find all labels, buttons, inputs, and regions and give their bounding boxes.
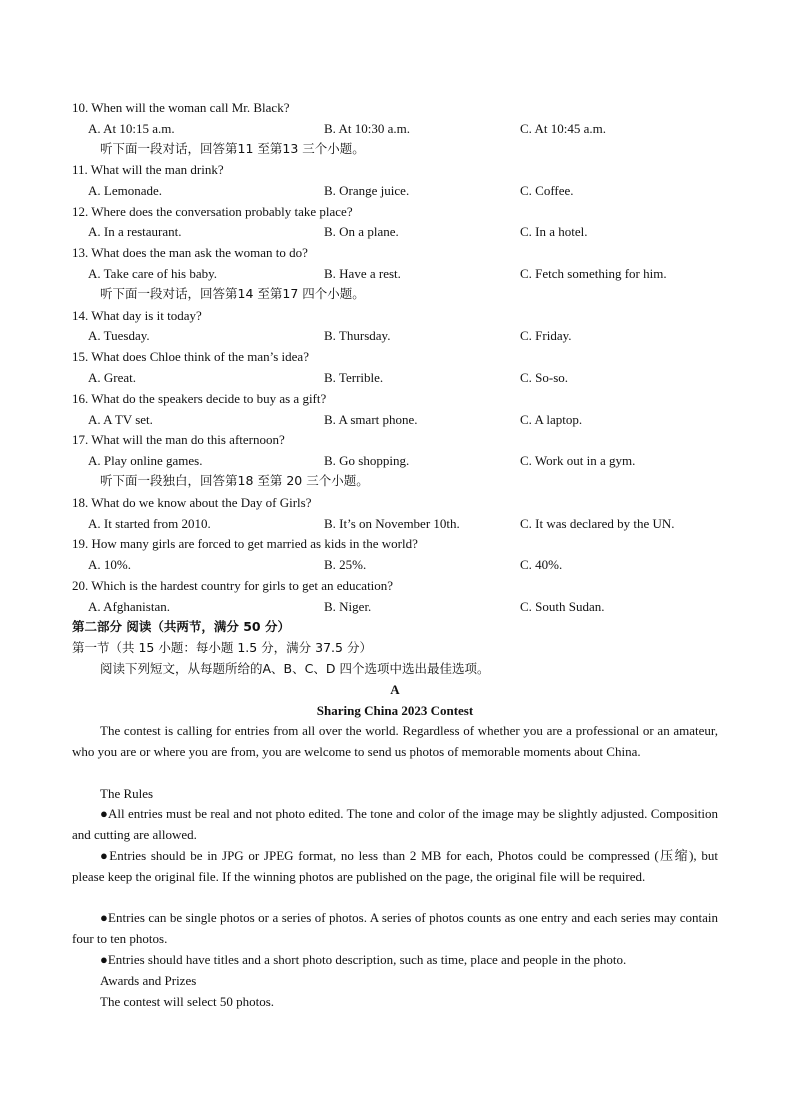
option-a: A. Afghanistan. xyxy=(88,599,170,614)
question-11: 11. What will the man drink? xyxy=(72,162,224,177)
option-b: B. Have a rest. xyxy=(324,266,401,281)
intro-paragraph: The contest is calling for entries from all over the world. Regardless of whether you are a professional or an amateur, who you are or where you are from, you are welcome to send us photos of memorable moments about China. xyxy=(72,723,718,759)
option-c: C. Fetch something for him. xyxy=(520,266,667,281)
option-a: A. In a restaurant. xyxy=(88,224,182,239)
rule-4: ●Entries should have titles and a short photo description, such as time, place and people in the photo. xyxy=(100,952,627,967)
option-a: A. Lemonade. xyxy=(88,183,163,198)
rules-heading: The Rules xyxy=(100,786,154,801)
option-a: A. 10%. xyxy=(88,557,131,572)
passage-title: Sharing China 2023 Contest xyxy=(316,703,474,718)
rule-3: ●Entries can be single photos or a series of photos. A series of photos counts as one entry and each series may contain four to ten photos. xyxy=(72,910,718,946)
passage-letter: A xyxy=(390,682,400,697)
option-c: C. 40%. xyxy=(520,557,563,572)
option-c: C. A laptop. xyxy=(520,412,583,427)
option-a: A. Tuesday. xyxy=(88,328,150,343)
option-b: B. On a plane. xyxy=(324,224,399,239)
option-a: A. Play online games. xyxy=(88,453,203,468)
section-instruction: 阅读下列短文，从每题所给的A、B、C、D 四个选项中选出最佳选项。 xyxy=(100,661,490,676)
option-c: C. In a hotel. xyxy=(520,224,588,239)
part-title: 第二部分 阅读（共两节，满分 50 分） xyxy=(72,619,290,634)
question-17: 17. What will the man do this afternoon? xyxy=(72,432,285,447)
rule-1: ●All entries must be real and not photo edited. The tone and color of the image may be slightly adjusted. Composition and cutting are allowed. xyxy=(72,806,718,842)
question-14: 14. What day is it today? xyxy=(72,308,202,323)
question-19: 19. How many girls are forced to get married as kids in the world? xyxy=(72,536,418,551)
option-c: C. Friday. xyxy=(520,328,572,343)
question-15: 15. What does Chloe think of the man’s idea? xyxy=(72,349,309,364)
option-c: C. So-so. xyxy=(520,370,569,385)
awards-heading: Awards and Prizes xyxy=(100,973,197,988)
option-c: C. Work out in a gym. xyxy=(520,453,636,468)
question-20: 20. Which is the hardest country for girls to get an education? xyxy=(72,578,394,593)
option-c: C. South Sudan. xyxy=(520,599,605,614)
question-10: 10. When will the woman call Mr. Black? xyxy=(72,100,290,115)
listening-instruction: 听下面一段对话，回答第11 至第13 三个小题。 xyxy=(100,141,365,156)
option-b: B. A smart phone. xyxy=(324,412,418,427)
question-18: 18. What do we know about the Day of Girls? xyxy=(72,495,312,510)
question-12: 12. Where does the conversation probably take place? xyxy=(72,204,353,219)
option-c: C. At 10:45 a.m. xyxy=(520,121,606,136)
section-title: 第一节（共 15 小题：每小题 1.5 分，满分 37.5 分） xyxy=(72,640,372,655)
option-a: A. A TV set. xyxy=(88,412,153,427)
option-b: B. 25%. xyxy=(324,557,367,572)
option-a: A. Great. xyxy=(88,370,137,385)
rule-2: ●Entries should be in JPG or JPEG format, no less than 2 MB for each, Photos could be compressed (压缩), but please keep the original file. If the winning photos are published on the page, the original file will be required. xyxy=(72,848,718,884)
option-c: C. Coffee. xyxy=(520,183,574,198)
question-16: 16. What do the speakers decide to buy as a gift? xyxy=(72,391,327,406)
option-b: B. At 10:30 a.m. xyxy=(324,121,410,136)
option-b: B. Terrible. xyxy=(324,370,384,385)
listening-instruction: 听下面一段独白，回答第18 至第 20 三个小题。 xyxy=(100,473,369,488)
option-b: B. It’s on November 10th. xyxy=(324,516,460,531)
option-c: C. It was declared by the UN. xyxy=(520,516,675,531)
option-a: A. At 10:15 a.m. xyxy=(88,121,175,136)
option-b: B. Go shopping. xyxy=(324,453,410,468)
option-a: A. Take care of his baby. xyxy=(88,266,218,281)
option-a: A. It started from 2010. xyxy=(88,516,211,531)
option-b: B. Thursday. xyxy=(324,328,391,343)
option-b: B. Niger. xyxy=(324,599,372,614)
awards-text: The contest will select 50 photos. xyxy=(100,994,275,1009)
listening-instruction: 听下面一段对话，回答第14 至第17 四个小题。 xyxy=(100,286,365,301)
option-b: B. Orange juice. xyxy=(324,183,410,198)
question-13: 13. What does the man ask the woman to do? xyxy=(72,245,308,260)
